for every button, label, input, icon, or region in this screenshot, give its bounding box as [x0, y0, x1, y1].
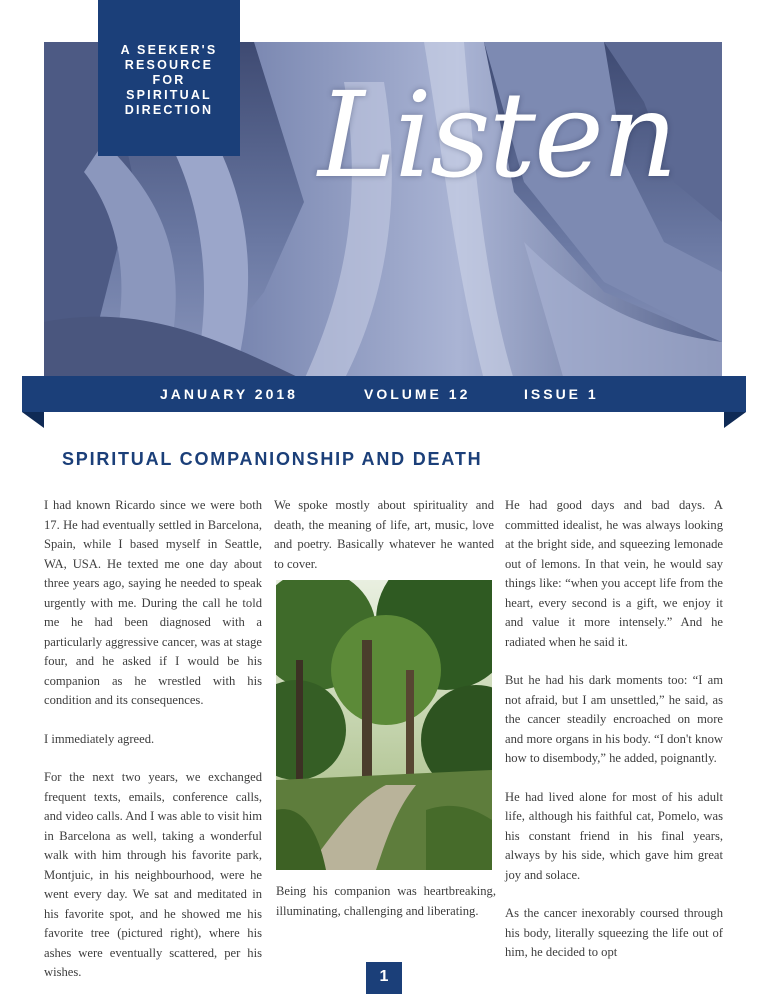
- tagline-line: FOR: [152, 73, 186, 87]
- article-column-2: [274, 496, 494, 593]
- issue-number: ISSUE 1: [524, 386, 599, 402]
- tagline-line: DIRECTION: [124, 103, 214, 117]
- article-column-1: [44, 496, 262, 1002]
- paragraph: He had good days and bad days. A committed idealist, he was always looking at the bright side, and squeezing lemonade out of lemons. In that vein, he would say things like: “when you accept life from the heart, every second is a gift, we enjoy it and value it more intensely.” And he radiated when he said it.: [505, 498, 723, 649]
- masthead-tagline-box: [98, 0, 240, 156]
- park-tree-photo: [276, 580, 492, 870]
- masthead-title: Listen: [318, 66, 676, 204]
- paragraph: He had lived alone for most of his adult life, although his faithful cat, Pomelo, was his constant friend in his final years, always by his side, which gave him great joy and solace.: [505, 789, 723, 882]
- paragraph: I had known Ricardo since we were both 17. He had eventually settled in Barcelona, Spain, while I based myself in Seattle, WA, USA. He texted me one day about three years ago, saying he needed to speak urgently with me. During the call he told me he had been diagnosed with a particularly aggressive cancer, was at stage four, and he asked if I would be his companion as he wrestled with his condition and its consequences.: [44, 498, 262, 707]
- tagline-line: A SEEKER'S: [120, 43, 218, 57]
- paragraph: I immediately agreed.: [44, 731, 155, 746]
- paragraph: We spoke mostly about spirituality and death, the meaning of life, art, music, love and poetry. Basically whatever he wanted to cover.: [274, 498, 494, 571]
- paragraph: As the cancer inexorably coursed through his body, literally squeezing the life out of him, he decided to opt: [505, 906, 723, 959]
- ribbon-fold-right: [724, 412, 746, 428]
- ribbon-fold-left: [22, 412, 44, 428]
- page-number: 1: [366, 962, 402, 994]
- tagline-line: SPIRITUAL: [126, 88, 212, 102]
- issue-volume: VOLUME 12: [364, 386, 471, 402]
- tagline-line: RESOURCE: [124, 58, 214, 72]
- issue-date: JANUARY 2018: [160, 386, 298, 402]
- photo-caption: Being his companion was heartbreaking, illuminating, challenging and liberating.: [276, 884, 496, 918]
- article-title: SPIRITUAL COMPANIONSHIP AND DEATH: [62, 449, 483, 469]
- paragraph: But he had his dark moments too: “I am not afraid, but I am unsettled,” he said, as the cancer steadily encroached on more and more organs in his body. “I don't know how to disembody,” he added, poignantly.: [505, 673, 723, 765]
- article-column-3: [505, 496, 723, 982]
- paragraph: For the next two years, we exchanged frequent texts, emails, conference calls, and video calls. And I was able to visit him in Barcelona as well, taking a wonderful walk with him through his favorite park, Montjuic, in his neighbourhood, were he went every day. We sat and meditated in his favorite spot, and he showed me his favorite tree (pictured right), where his ashes were eventually scattered, per his wishes.: [44, 770, 262, 979]
